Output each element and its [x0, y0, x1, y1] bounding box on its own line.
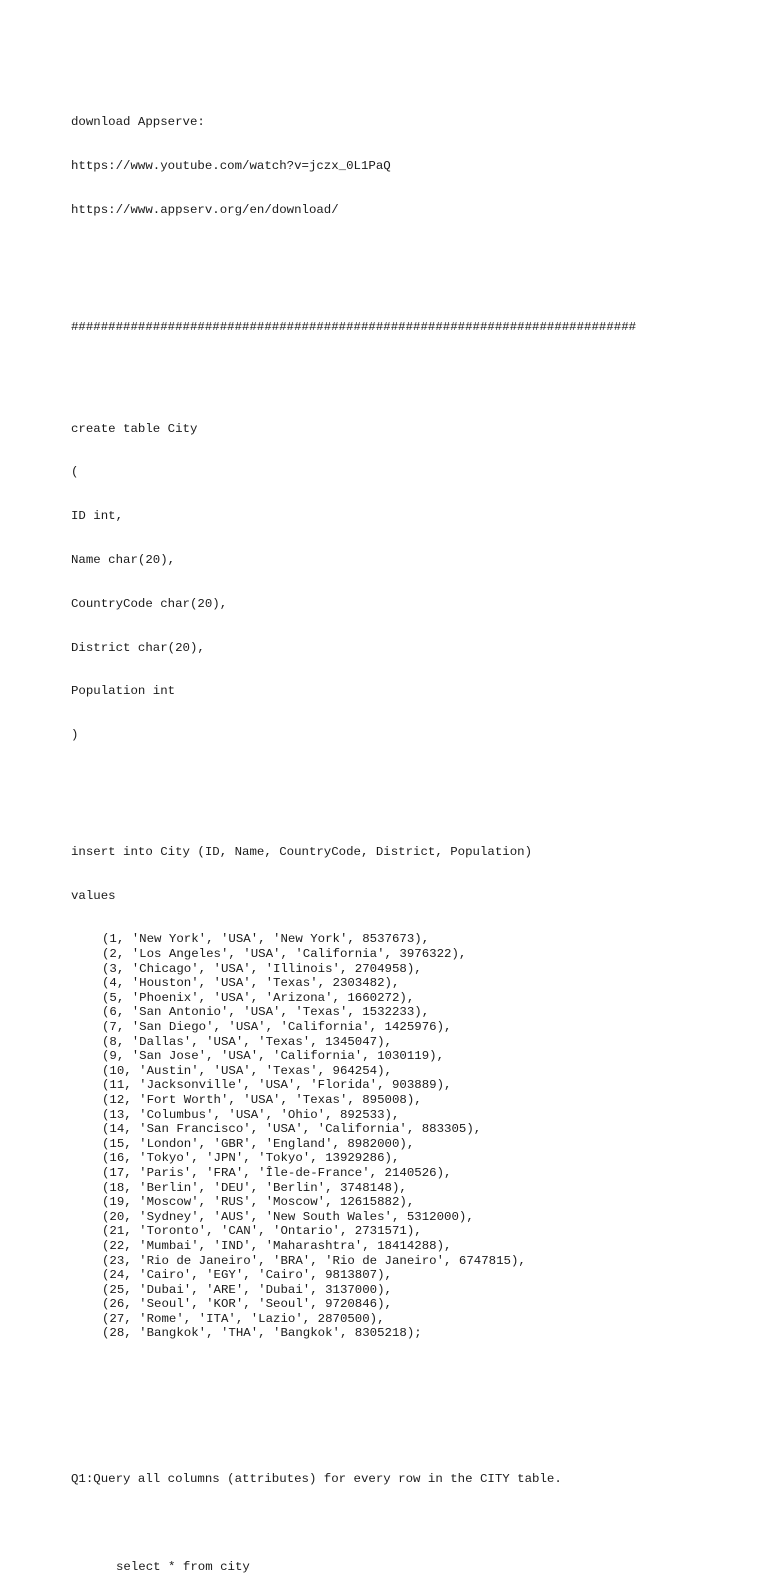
values-keyword: values [71, 888, 116, 903]
insert-statement: insert into City (ID, Name, CountryCode, District, Population) [71, 844, 533, 859]
insert-row: (28, 'Bangkok', 'THA', 'Bangkok', 8305218); [102, 1326, 422, 1341]
insert-row: (12, 'Fort Worth', 'USA', 'Texas', 895008), [102, 1092, 422, 1107]
download-heading: download Appserve: [71, 115, 205, 130]
insert-row: (24, 'Cairo', 'EGY', 'Cairo', 9813807), [102, 1268, 392, 1283]
create-table-line: District char(20), [71, 640, 205, 655]
insert-row: (9, 'San Jose', 'USA', 'California', 1030119), [102, 1049, 445, 1064]
insert-row: (8, 'Dallas', 'USA', 'Texas', 1345047), [102, 1034, 392, 1049]
insert-row: (20, 'Sydney', 'AUS', 'New South Wales', 5312000), [102, 1209, 474, 1224]
insert-row: (17, 'Paris', 'FRA', 'Île-de-France', 2140526), [102, 1165, 452, 1180]
insert-row: (4, 'Houston', 'USA', 'Texas', 2303482), [102, 976, 400, 991]
create-table-line: ) [71, 728, 79, 743]
document-body [71, 86, 751, 1589]
insert-row: (14, 'San Francisco', 'USA', 'California', 883305), [102, 1122, 482, 1137]
create-table-line: ID int, [71, 509, 124, 524]
insert-row: (19, 'Moscow', 'RUS', 'Moscow', 12615882), [102, 1195, 415, 1210]
insert-row: (23, 'Rio de Janeiro', 'BRA', 'Rio de Janeiro', 6747815), [102, 1253, 526, 1268]
insert-row: (3, 'Chicago', 'USA', 'Illinois', 2704958), [102, 961, 422, 976]
insert-row: (18, 'Berlin', 'DEU', 'Berlin', 3748148), [102, 1180, 407, 1195]
insert-row: (26, 'Seoul', 'KOR', 'Seoul', 9720846), [102, 1297, 392, 1312]
insert-row: (6, 'San Antonio', 'USA', 'Texas', 1532233), [102, 1005, 430, 1020]
create-table-line: Population int [71, 684, 176, 699]
create-table-line: Name char(20), [71, 553, 176, 568]
insert-row: (25, 'Dubai', 'ARE', 'Dubai', 3137000), [102, 1282, 392, 1297]
insert-row: (5, 'Phoenix', 'USA', 'Arizona', 1660272), [102, 990, 415, 1005]
create-table-line: CountryCode char(20), [71, 596, 228, 611]
create-table-line: ( [71, 465, 79, 480]
insert-row: (2, 'Los Angeles', 'USA', 'California', 3976322), [102, 947, 467, 962]
appserv-link[interactable]: https://www.appserv.org/en/download/ [71, 202, 339, 217]
insert-row: (1, 'New York', 'USA', 'New York', 8537673), [102, 932, 430, 947]
insert-rows [71, 932, 751, 1341]
insert-row: (13, 'Columbus', 'USA', 'Ohio', 892533), [102, 1107, 400, 1122]
q1-question: Q1:Query all columns (attributes) for every row in the CITY table. [71, 1472, 562, 1487]
insert-row: (11, 'Jacksonville', 'USA', 'Florida', 903889), [102, 1078, 452, 1093]
insert-row: (10, 'Austin', 'USA', 'Texas', 964254), [102, 1063, 392, 1078]
insert-row: (7, 'San Diego', 'USA', 'California', 1425976), [102, 1020, 452, 1035]
insert-row: (15, 'London', 'GBR', 'England', 8982000), [102, 1136, 415, 1151]
hash-divider: ############################################################################ [71, 319, 637, 334]
insert-row: (27, 'Rome', 'ITA', 'Lazio', 2870500), [102, 1311, 385, 1326]
insert-row: (16, 'Tokyo', 'JPN', 'Tokyo', 13929286), [102, 1151, 400, 1166]
insert-row: (22, 'Mumbai', 'IND', 'Maharashtra', 18414288), [102, 1238, 452, 1253]
q1-answer: select * from city [116, 1560, 250, 1574]
create-table-line: create table City [71, 421, 198, 436]
insert-row: (21, 'Toronto', 'CAN', 'Ontario', 2731571), [102, 1224, 422, 1239]
youtube-link[interactable]: https://www.youtube.com/watch?v=jczx_0L1PaQ [71, 158, 391, 173]
